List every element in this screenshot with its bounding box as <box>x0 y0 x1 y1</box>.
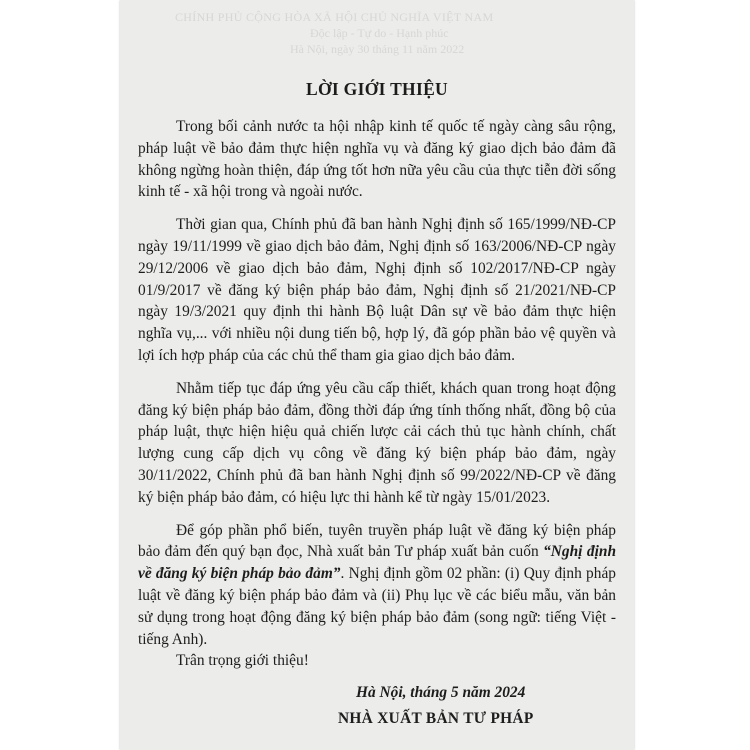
book-page <box>120 0 634 750</box>
bleed-through-header: CHÍNH PHỦ CỘNG HÒA XÃ HỘI CHỦ NGHĨA VIỆT NAM <box>175 10 494 24</box>
bleed-through-motto: Độc lập - Tự do - Hạnh phúc <box>310 26 449 40</box>
paragraph-1: Trong bối cảnh nước ta hội nhập kinh tế quốc tế ngày càng sâu rộng, pháp luật về bảo đảm thực hiện nghĩa vụ và đăng ký giao dịch bảo đảm đã không ngừng hoàn thiện, đáp ứng tốt hơn nữa yêu cầu của thực tiễn đời sống kinh tế - xã hội trong và ngoài nước. <box>138 118 616 201</box>
book-title: “Nghị định về đăng ký biện pháp bảo đảm” <box>138 543 616 583</box>
paragraph-2: Thời gian qua, Chính phủ đã ban hành Nghị định số 165/1999/NĐ-CP ngày 19/11/1999 về giao dịch bảo đảm, Nghị định số 163/2006/NĐ-CP ngày 29/12/2006 về giao dịch bảo đảm, Nghị định số 102/2017/NĐ-CP ngày 01/9/2017 về đăng ký biện pháp bảo đảm, Nghị định số 21/2021/NĐ-CP ngày 19/3/2021 quy định thi hành Bộ luật Dân sự về bảo đảm thực hiện nghĩa vụ,... với nhiều nội dung tiến bộ, hợp lý, đã góp phần bảo vệ quyền và lợi ích hợp pháp của các chủ thể tham gia giao dịch bảo đảm. <box>138 216 616 364</box>
place-date: Hà Nội, tháng 5 năm 2024 <box>356 684 526 701</box>
body-text <box>138 116 616 661</box>
paragraph-4-rest: . Nghị định gồm 02 phần: (i) Quy định pháp luật về đăng ký biện pháp bảo đảm và (ii) Phụ lục về các biểu mẫu, văn bản sử dụng trong hoạt động đăng ký biện pháp bảo đảm (song ngữ: tiếng Việt - tiếng Anh). <box>138 565 616 648</box>
bleed-through-date: Hà Nội, ngày 30 tháng 11 năm 2022 <box>290 42 465 56</box>
paragraph-4-intro: Để góp phần phổ biến, tuyên truyền pháp luật về đăng ký biện pháp bảo đảm đến quý bạn đọc, Nhà xuất bản Tư pháp xuất bản cuốn <box>138 521 616 561</box>
closing-line: Trân trọng giới thiệu! <box>176 652 309 669</box>
paragraph-4 <box>138 520 616 651</box>
paragraph-3: Nhằm tiếp tục đáp ứng yêu cầu cấp thiết, khách quan trong hoạt động đăng ký biện pháp bảo đảm, đồng thời đáp ứng tính thống nhất, đồng bộ của pháp luật, thực hiện hiệu quả chiến lược cải cách thủ tục hành chính, chất lượng cung cấp dịch vụ công về đăng ký biện pháp bảo đảm, ngày 30/11/2022, Chính phủ đã ban hành Nghị định số 99/2022/NĐ-CP về đăng ký biện pháp bảo đảm, có hiệu lực thi hành kể từ ngày 15/01/2023. <box>138 379 616 506</box>
publisher-name: NHÀ XUẤT BẢN TƯ PHÁP <box>338 710 534 727</box>
page-title: LỜI GIỚI THIỆU <box>306 79 448 99</box>
